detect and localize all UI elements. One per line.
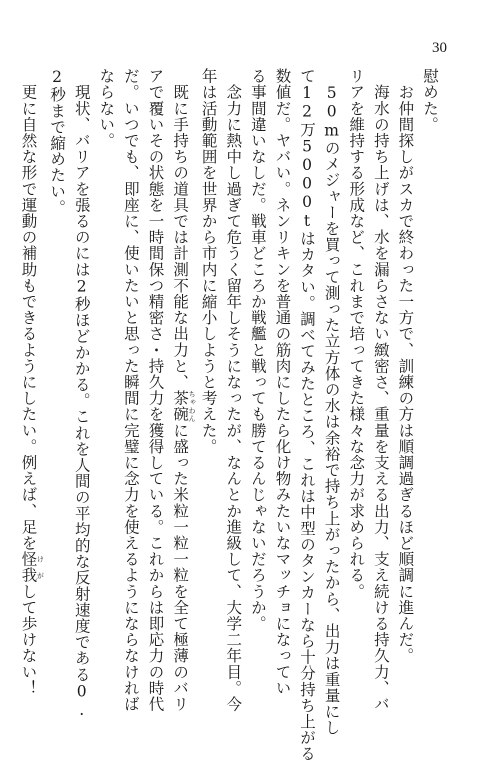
text-line-2: お仲間探しがスカで終わった一方で、訓練の方は順調過ぎるほど順調に進んだ。	[396, 68, 415, 664]
text-line-16: 2秒まで縮めたい。	[48, 68, 67, 216]
text-line-4: リアを維持する形成など、これまで培ってきた様々な念力が求められる。	[347, 68, 366, 600]
text-line-13: だ。いつでも、即座に、使いたいと思った瞬間に完璧に念力を使えるようにならなければ	[121, 68, 140, 712]
furigana-word: 茶碗 ちゃわん	[171, 390, 197, 423]
text-line-15: 現状、バリアを張るのには2秒ほどかかる。これを人間の平均的な反射速度である0.	[72, 68, 91, 720]
text-line-17: 更に自然な形で運動の補助もできるようにしたい。例えば、足を怪我 けがして歩けない！	[19, 68, 45, 696]
text-line-14: ならない。	[97, 68, 116, 149]
text-line-7: 数値だ。ヤバい。ネンリキンを普通の筋肉にしたら化け物みたいなマッチョになってい	[273, 68, 292, 696]
text-line-1: 慰めた。	[421, 68, 439, 133]
text-line-8: る事間違いなしだ。戦車どころか戦艦と戦っても勝てるんじゃないだろうか。	[248, 68, 267, 632]
furigana-reading: けが	[36, 551, 45, 584]
text-line-11: 既に手持ちの道具では計測不能な出力と、茶碗 ちゃわんに盛った米粒一粒一粒を全て極薄のバリ	[171, 68, 197, 713]
text-line-12: アで覆いその状態を一時間保つ精密さ・持久力を獲得している。これからは即応力の時代	[146, 68, 165, 712]
text-line-6: て12万5000tはカタい。調べてみたところ、これは中型のタンカーなら十分持ち上がる	[298, 68, 317, 762]
page-number: 30	[432, 40, 447, 56]
text-line-3: 海水の持ち上げは、水を漏らさない緻密さ、重量を支える出力、支え続ける持久力、バ	[371, 68, 390, 712]
text-line-9: 念力に熱中し過ぎて危うく留年しそうになったが、なんとか進級して、大学二年目。今	[224, 68, 243, 712]
novel-text-body	[19, 68, 442, 762]
furigana-reading: ちゃわん	[188, 390, 197, 423]
text-line-5: 50mのメジャーを買って測った立方体の水は余裕で持ち上がったから、出力は重量にし	[322, 68, 341, 736]
text-line-10: 年は活動範囲を世界から市内に縮小しようと考えた。	[199, 68, 218, 455]
furigana-word: 怪我 けが	[19, 551, 45, 584]
